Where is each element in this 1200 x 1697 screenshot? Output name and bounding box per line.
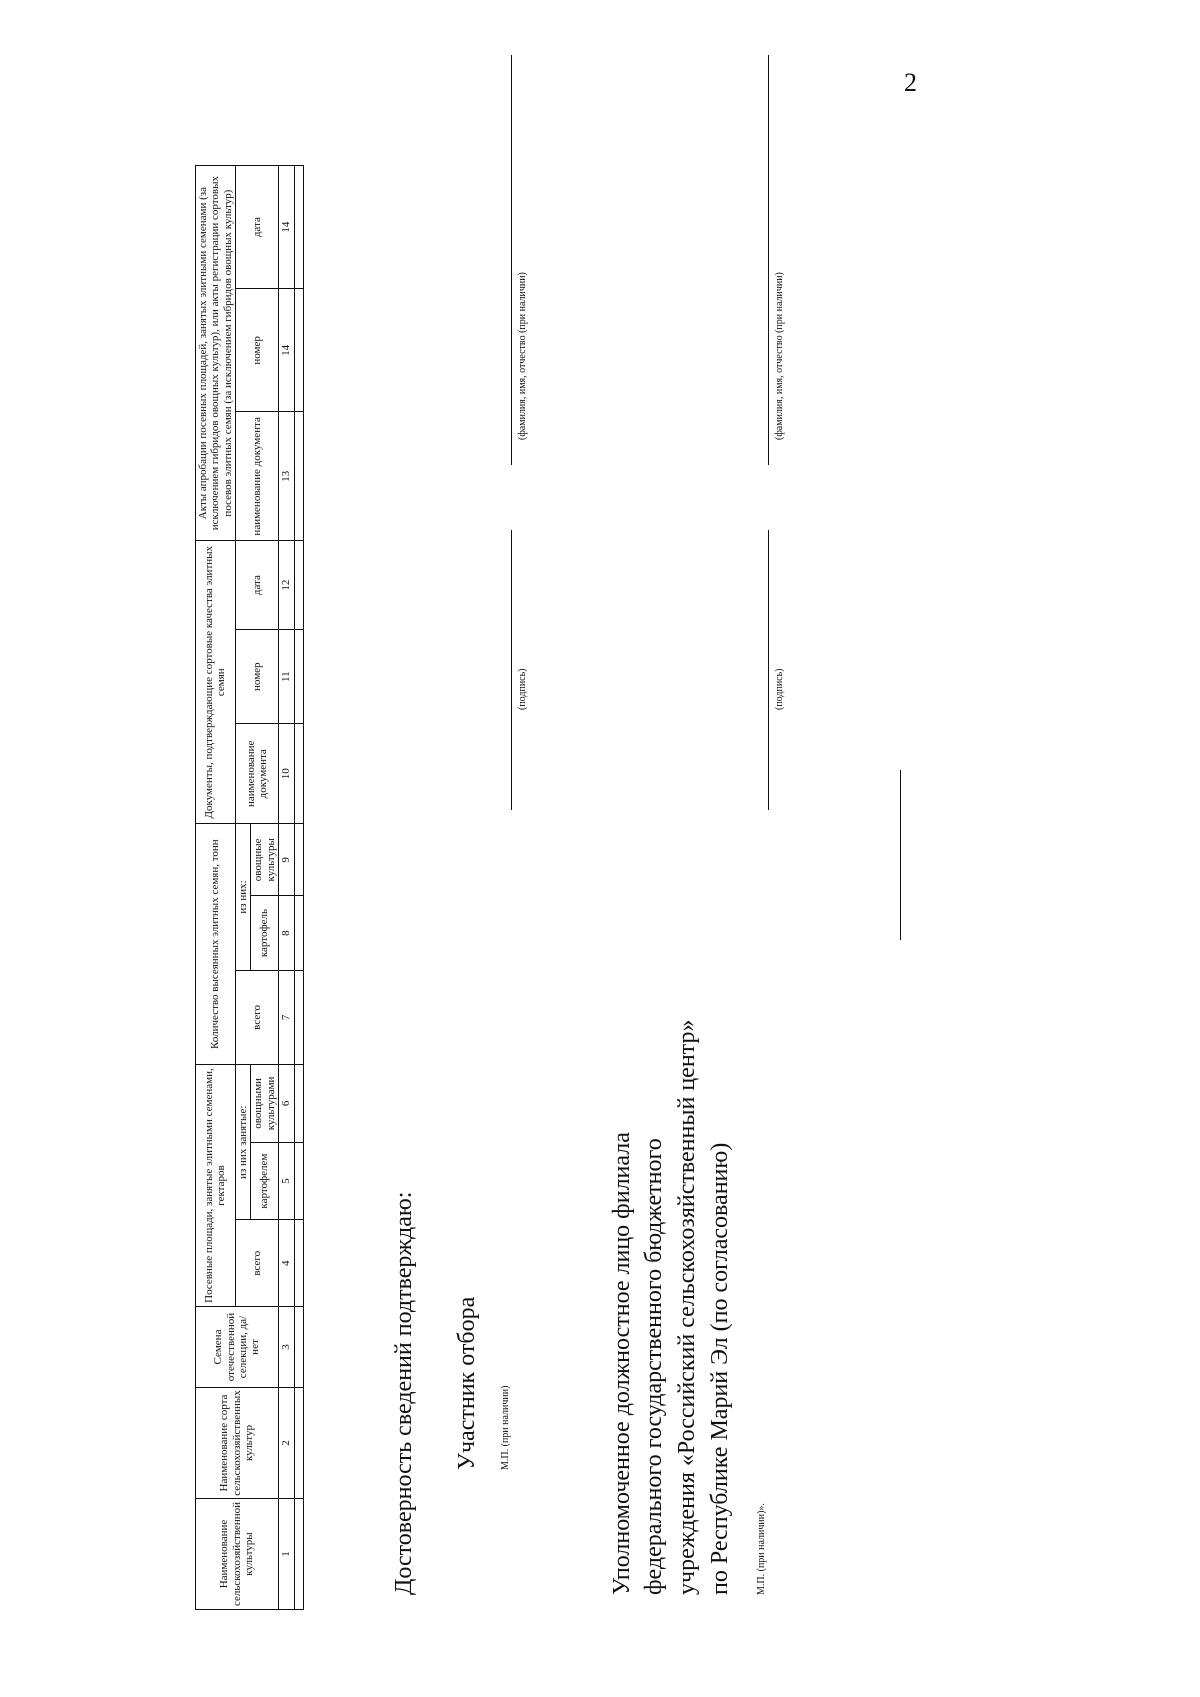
rotated-form-sheet <box>0 25 1095 1665</box>
official-line-1: Уполномоченное должностное лицо филиала <box>609 1132 635 1595</box>
official-line-3: учреждения «Российский сельскохозяйственный центр» <box>674 1019 700 1595</box>
empty-cell <box>294 289 303 412</box>
header-domestic-selection: Семена отечественной селекции, да/нет <box>196 1307 279 1388</box>
header-crop-name: Наименование сельскохозяйственной культуры <box>196 1499 279 1610</box>
participant-name-caption: (фамилия, имя, отчество (при наличии) <box>517 272 528 440</box>
header-seeds-of-them: из них: <box>235 824 250 971</box>
empty-cell <box>294 1142 303 1220</box>
column-number: 14 <box>278 289 294 412</box>
official-line-4: по Республике Марий Эл (по согласованию) <box>707 1142 733 1595</box>
column-number: 1 <box>278 1499 294 1610</box>
header-sown-areas: Посевные площади, занятые элитными семенами, гектаров <box>196 1065 236 1307</box>
header-area-vegetables: овощными культурами <box>251 1065 279 1143</box>
empty-cell <box>294 970 303 1064</box>
header-doc-name: наименование документа <box>235 724 278 824</box>
column-number: 14 <box>278 166 294 289</box>
empty-cell <box>294 1065 303 1143</box>
official-line-2: федерального государственного бюджетного <box>641 1138 667 1595</box>
header-variety-name: Наименование сорта сельскохозяйственных культур <box>196 1388 279 1499</box>
empty-data-row <box>294 166 303 1610</box>
column-number: 8 <box>278 896 294 970</box>
header-acts: Акты апробации посевных площадей, занятых элитными семенами (за исключением гибридов овощных культур), или акты регистрации сортовых посевов элитных семян (за исключением гибридов овощных культур) <box>196 166 236 541</box>
column-number: 9 <box>278 824 294 896</box>
empty-cell <box>294 166 303 289</box>
participant-name-line <box>511 55 512 465</box>
empty-cell <box>294 1499 303 1610</box>
column-number: 7 <box>278 970 294 1064</box>
empty-cell <box>294 1220 303 1307</box>
header-act-date: дата <box>235 166 278 289</box>
header-doc-date: дата <box>235 541 278 630</box>
official-signature-caption: (подпись) <box>774 668 785 710</box>
header-areas-of-them: из них занятые: <box>235 1065 250 1220</box>
empty-cell <box>294 412 303 541</box>
column-number: 5 <box>278 1142 294 1220</box>
column-number: 12 <box>278 541 294 630</box>
header-seeds-total: всего <box>235 970 278 1064</box>
closing-rule <box>900 770 901 940</box>
header-sown-seeds: Количество высеянных элитных семян, тонн <box>196 824 236 1065</box>
column-number: 10 <box>278 724 294 824</box>
header-documents: Документы, подтверждающие сортовые качества элитных семян <box>196 541 236 824</box>
column-number: 13 <box>278 412 294 541</box>
column-number: 11 <box>278 630 294 724</box>
official-name-line <box>768 55 769 465</box>
empty-cell <box>294 1307 303 1388</box>
empty-cell <box>294 824 303 896</box>
empty-cell <box>294 724 303 824</box>
official-name-caption: (фамилия, имя, отчество (при наличии) <box>774 272 785 440</box>
elite-seeds-table <box>195 165 304 1610</box>
participant-signature-caption: (подпись) <box>517 668 528 710</box>
empty-cell <box>294 896 303 970</box>
stamp-note-2: М.П. (при наличии)». <box>756 1503 767 1595</box>
empty-cell <box>294 630 303 724</box>
confirm-heading: Достоверность сведений подтверждаю: <box>391 1191 417 1595</box>
column-number: 4 <box>278 1220 294 1307</box>
header-doc-number: номер <box>235 630 278 724</box>
header-seeds-vegetables: овощные культуры <box>251 824 279 896</box>
stamp-note-1: М.П. (при наличии) <box>500 1385 511 1470</box>
empty-cell <box>294 541 303 630</box>
header-areas-total: всего <box>235 1220 278 1307</box>
header-seeds-potato: картофель <box>251 896 279 970</box>
column-number: 2 <box>278 1388 294 1499</box>
header-act-number: номер <box>235 289 278 412</box>
empty-cell <box>294 1388 303 1499</box>
column-number: 3 <box>278 1307 294 1388</box>
header-act-name: наименование документа <box>235 412 278 541</box>
column-number-row <box>278 166 294 1610</box>
header-area-potato: картофелем <box>251 1142 279 1220</box>
participant-signature-line <box>511 530 512 810</box>
participant-label: Участник отбора <box>454 1296 480 1470</box>
page-number: 2 <box>904 68 917 97</box>
column-number: 6 <box>278 1065 294 1143</box>
official-signature-line <box>768 530 769 810</box>
